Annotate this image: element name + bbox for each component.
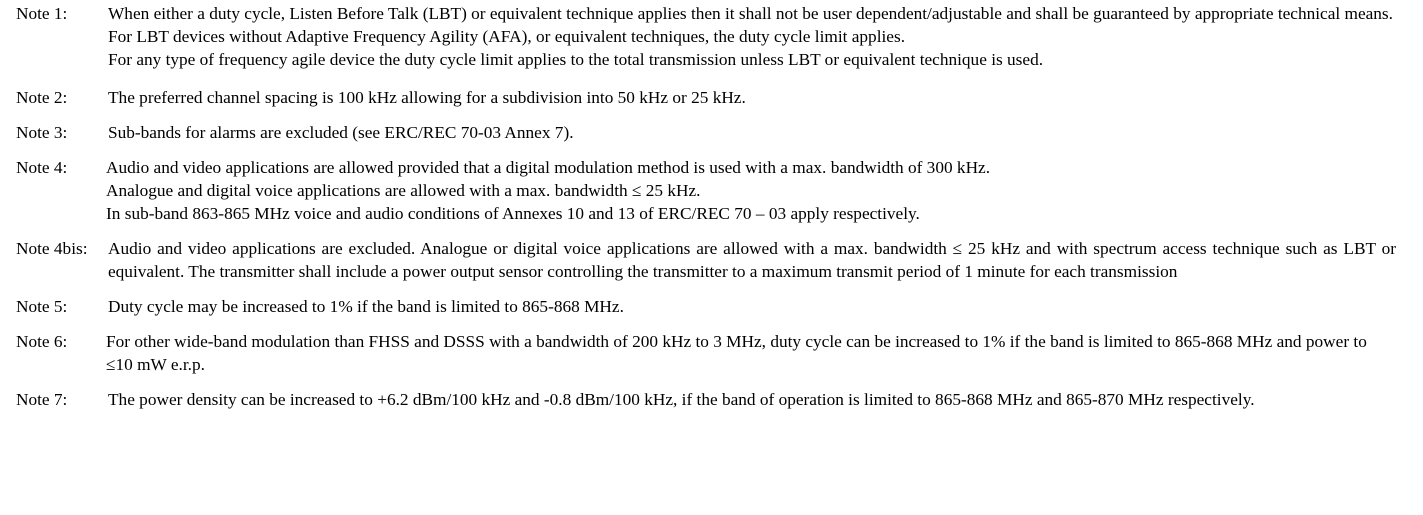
note-body	[108, 86, 1396, 109]
note-4bis	[16, 237, 1396, 283]
note-label: Note 6:	[16, 332, 68, 351]
note-line: The preferred channel spacing is 100 kHz allowing for a subdivision into 50 kHz or 25 kHz.	[108, 88, 746, 107]
note-line: For any type of frequency agile device the duty cycle limit applies to the total transmission unless LBT or equivalent technique is used.	[108, 50, 1044, 69]
note-body	[106, 156, 1396, 225]
notes-list	[16, 2, 1396, 411]
note-line: For other wide-band modulation than FHSS and DSSS with a bandwidth of 200 kHz to 3 MHz, duty cycle can be increased to 1% if the band is limited to 865-868 MHz and power to ≤10 mW e.r.p.	[106, 332, 1367, 374]
note-label: Note 4bis:	[16, 239, 88, 258]
note-label: Note 5:	[16, 297, 68, 316]
note-body	[108, 121, 1396, 144]
note-label: Note 2:	[16, 88, 68, 107]
note-line: Audio and video applications are excluded. Analogue or digital voice applications are allowed with a max. bandwidth ≤ 25 kHz and with spectrum access technique such as LBT or equivalent. The transmitter shall include a power output sensor controlling the transmitter to a maximum transmit period of 1 minute for each transmission	[108, 239, 1396, 281]
note-body	[108, 237, 1396, 283]
note-line: Duty cycle may be increased to 1% if the band is limited to 865-868 MHz.	[108, 297, 624, 316]
note-label: Note 7:	[16, 390, 68, 409]
note-line: Analogue and digital voice applications are allowed with a max. bandwidth ≤ 25 kHz.	[106, 181, 701, 200]
note-label: Note 3:	[16, 123, 68, 142]
note-5	[16, 295, 1396, 318]
note-7	[16, 388, 1396, 411]
note-body	[106, 330, 1396, 376]
note-label: Note 4:	[16, 158, 68, 177]
note-line: Audio and video applications are allowed provided that a digital modulation method is used with a max. bandwidth of 300 kHz.	[106, 158, 991, 177]
note-6	[16, 330, 1396, 376]
note-body	[108, 295, 1396, 318]
note-body	[108, 2, 1396, 71]
note-line: When either a duty cycle, Listen Before Talk (LBT) or equivalent technique applies then it shall not be user dependent/adjustable and shall be guaranteed by appropriate technical means.	[108, 4, 1393, 23]
note-line: For LBT devices without Adaptive Frequency Agility (AFA), or equivalent techniques, the duty cycle limit applies.	[108, 27, 906, 46]
note-line: The power density can be increased to +6.2 dBm/100 kHz and -0.8 dBm/100 kHz, if the band of operation is limited to 865-868 MHz and 865-870 MHz respectively.	[108, 390, 1255, 409]
note-1	[16, 2, 1396, 71]
note-line: Sub-bands for alarms are excluded (see ERC/REC 70-03 Annex 7).	[108, 123, 574, 142]
note-label: Note 1:	[16, 4, 68, 23]
note-2	[16, 86, 1396, 109]
note-3	[16, 121, 1396, 144]
note-body	[108, 388, 1396, 411]
note-line: In sub-band 863-865 MHz voice and audio conditions of Annexes 10 and 13 of ERC/REC 70 – 03 apply respectively.	[106, 204, 920, 223]
note-4	[16, 156, 1396, 225]
